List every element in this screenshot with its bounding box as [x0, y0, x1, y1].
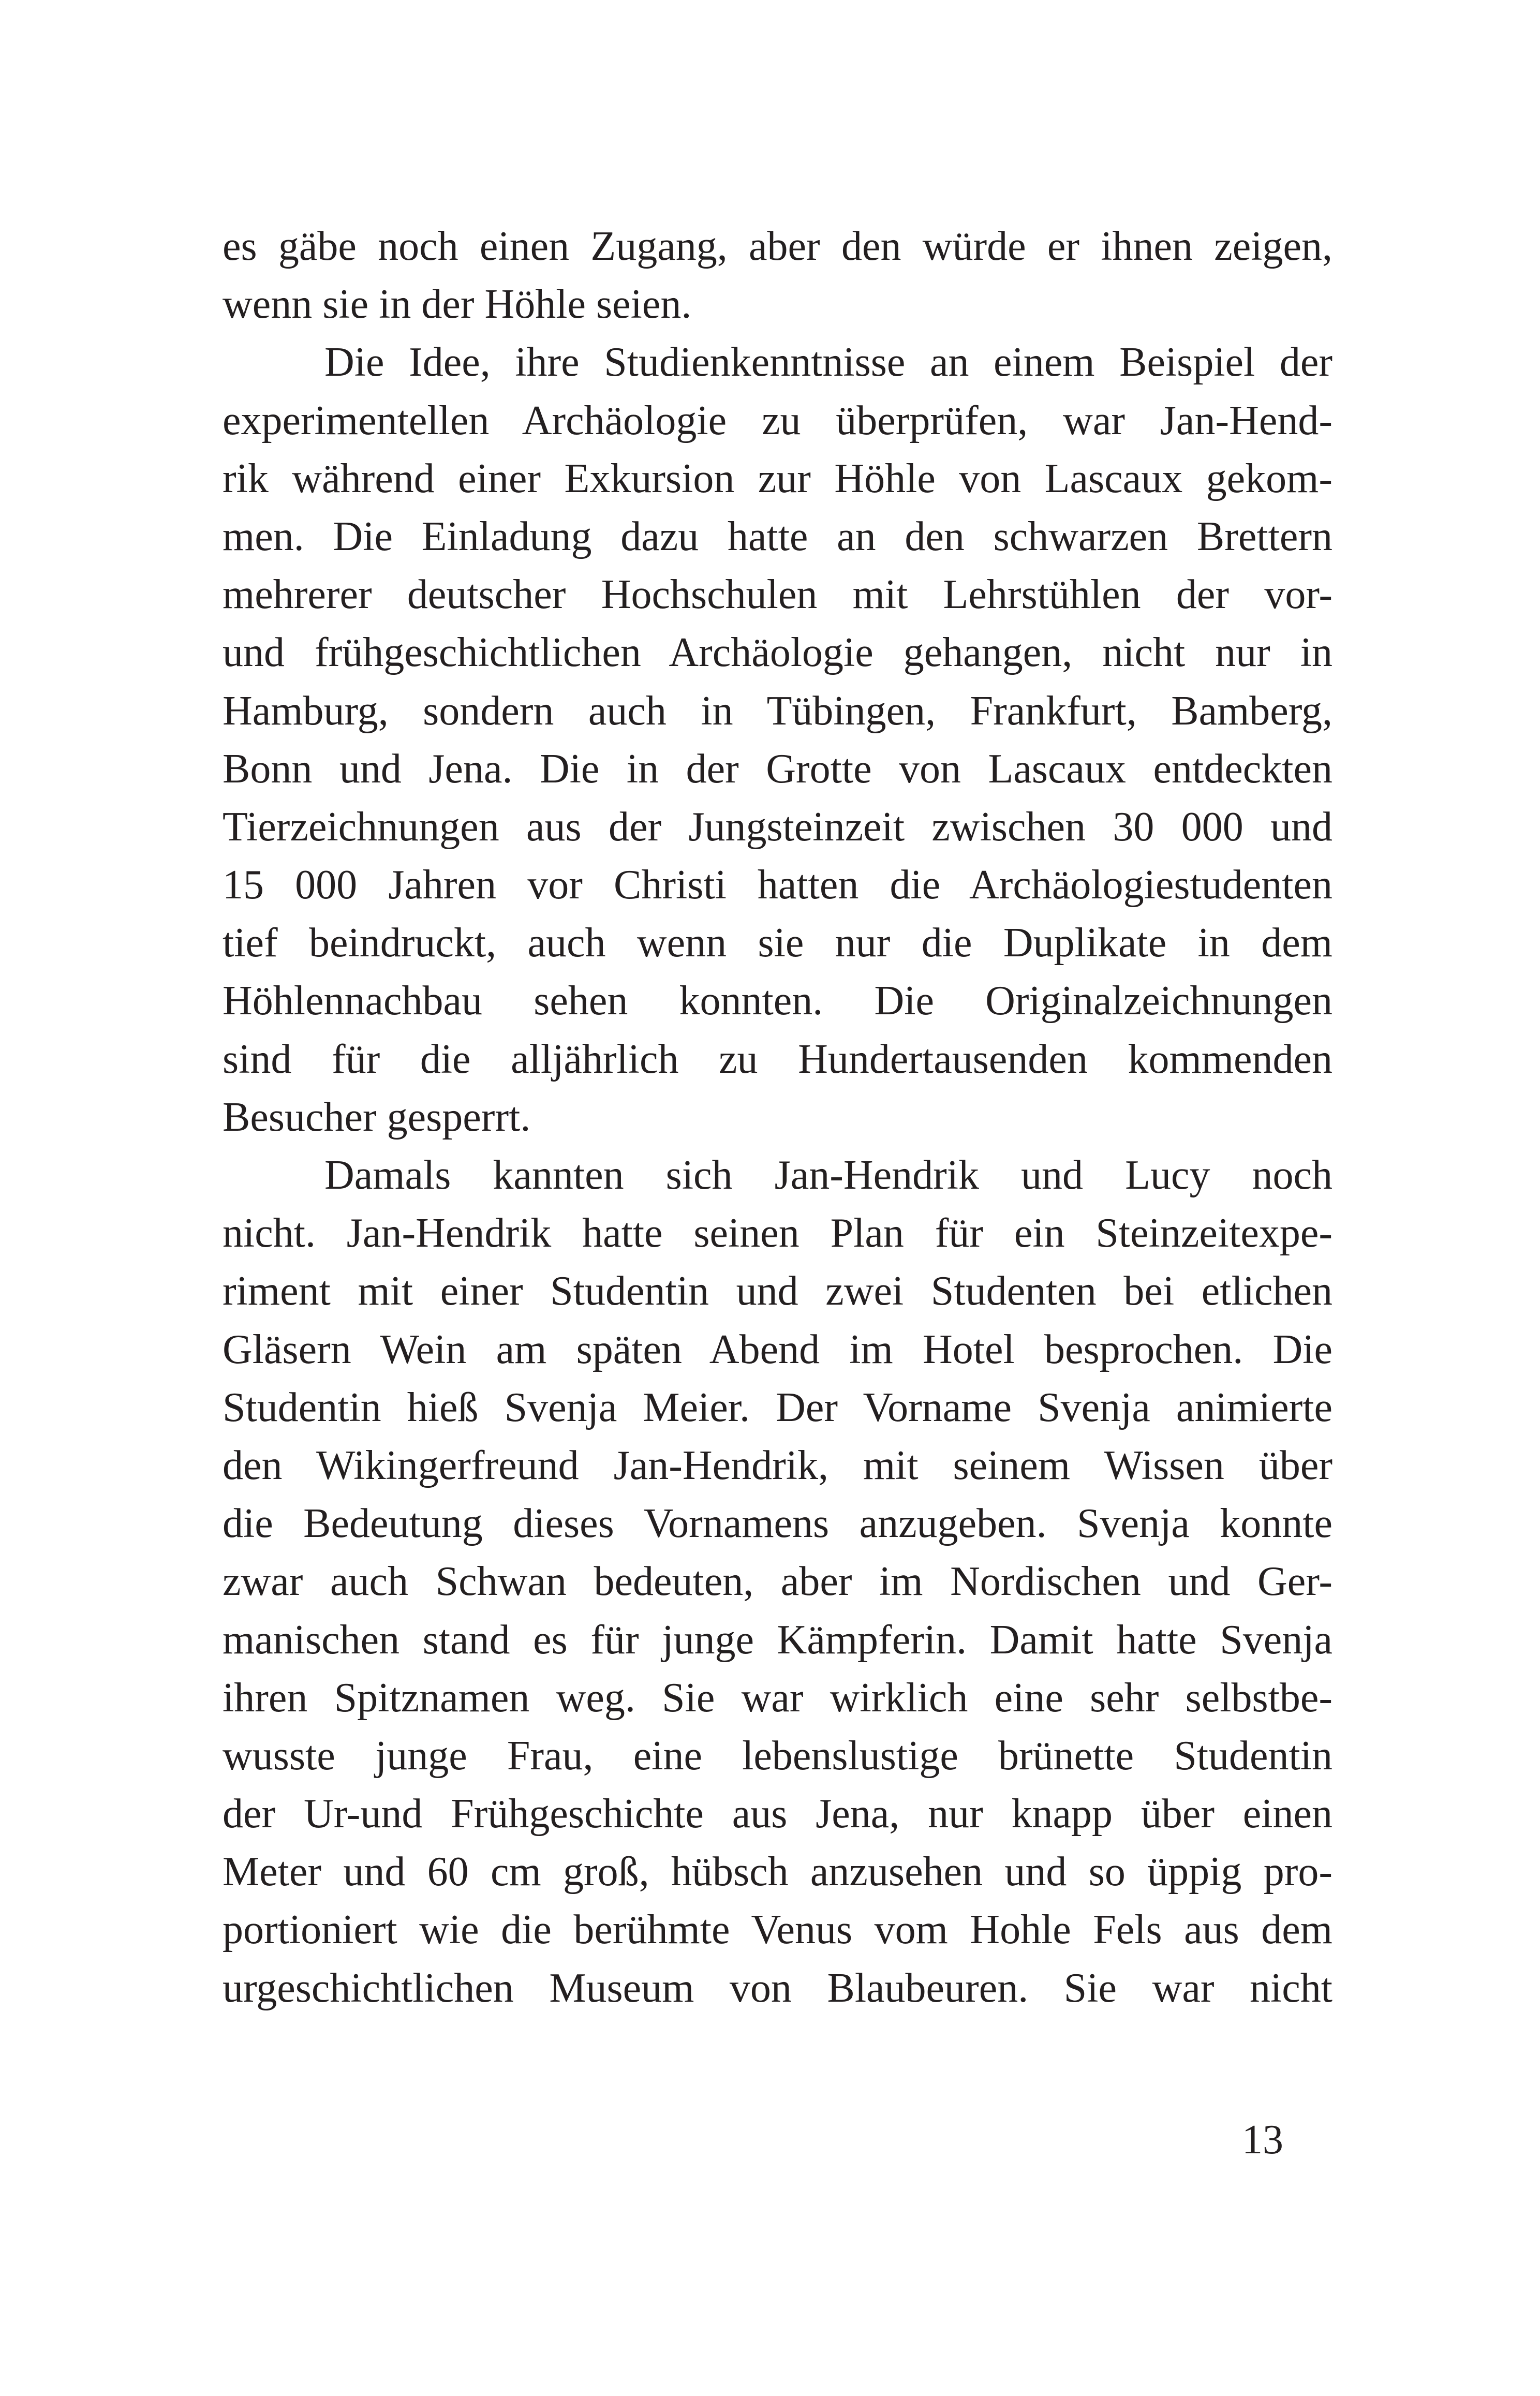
text-line: es gäbe noch einen Zugang, aber den würde er ihnen zeigen,: [223, 224, 1332, 269]
text-line: Höhlennachbau sehen konnten. Die Originalzeichnungen: [223, 978, 1332, 1024]
text-line: wusste junge Frau, eine lebenslustige brünette Studentin: [223, 1733, 1332, 1779]
text-line: Meter und 60 cm groß, hübsch anzusehen und so üppig pro-: [223, 1849, 1332, 1895]
text-line: den Wikingerfreund Jan-Hendrik, mit seinem Wissen über: [223, 1442, 1332, 1488]
text-line: rik während einer Exkursion zur Höhle von Lascaux gekom-: [223, 455, 1332, 501]
body-text: [223, 217, 1332, 2017]
text-line: urgeschichtlichen Museum von Blaubeuren. Sie war nicht: [223, 1965, 1332, 2011]
text-line: experimentellen Archäologie zu überprüfen, war Jan-Hend-: [223, 397, 1332, 443]
text-line: ihren Spitznamen weg. Sie war wirklich eine sehr selbstbe-: [223, 1675, 1332, 1721]
text-line: Besucher gesperrt.: [223, 1094, 531, 1140]
text-line: men. Die Einladung dazu hatte an den schwarzen Brettern: [223, 513, 1332, 559]
text-line: wenn sie in der Höhle seien.: [223, 282, 692, 328]
text-line: Hamburg, sondern auch in Tübingen, Frankfurt, Bamberg,: [223, 688, 1332, 734]
text-line: riment mit einer Studentin und zwei Studenten bei etlichen: [223, 1268, 1332, 1314]
text-line: manischen stand es für junge Kämpferin. Damit hatte Svenja: [223, 1617, 1332, 1663]
text-line: 15 000 Jahren vor Christi hatten die Archäologiestudenten: [223, 862, 1332, 908]
text-line: mehrerer deutscher Hochschulen mit Lehrstühlen der vor-: [223, 572, 1332, 618]
paragraph-first-line: Damals kannten sich Jan-Hendrik und Lucy noch: [324, 1152, 1332, 1198]
paragraph-first-line: Die Idee, ihre Studienkenntnisse an einem Beispiel der: [324, 339, 1332, 386]
text-line: Gläsern Wein am späten Abend im Hotel besprochen. Die: [223, 1326, 1332, 1372]
text-line: Bonn und Jena. Die in der Grotte von Lascaux entdeckten: [223, 746, 1332, 792]
text-line: und frühgeschichtlichen Archäologie gehangen, nicht nur in: [223, 630, 1332, 676]
text-line: sind für die alljährlich zu Hundertausenden kommenden: [223, 1036, 1332, 1082]
text-line: Tierzeichnungen aus der Jungsteinzeit zwischen 30 000 und: [223, 804, 1332, 850]
text-line: Studentin hieß Svenja Meier. Der Vorname Svenja animierte: [223, 1384, 1332, 1430]
text-line: portioniert wie die berühmte Venus vom Hohle Fels aus dem: [223, 1907, 1332, 1953]
text-line: die Bedeutung dieses Vornamens anzugeben. Svenja konnte: [223, 1501, 1332, 1547]
page-number: 13: [1242, 2117, 1283, 2163]
text-line: tief beindruckt, auch wenn sie nur die Duplikate in dem: [223, 920, 1332, 966]
text-line: zwar auch Schwan bedeuten, aber im Nordischen und Ger-: [223, 1559, 1332, 1605]
text-line: nicht. Jan-Hendrik hatte seinen Plan für ein Steinzeitexpe-: [223, 1210, 1332, 1256]
text-line: der Ur-und Frühgeschichte aus Jena, nur knapp über einen: [223, 1791, 1332, 1837]
